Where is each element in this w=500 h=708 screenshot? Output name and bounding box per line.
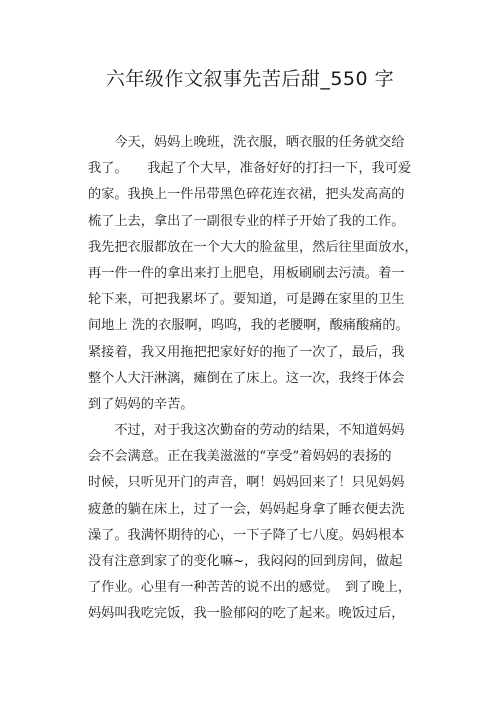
text-line: 我了。 我起了个大早，准备好好的打扫一下，我可爱	[88, 161, 412, 177]
text-line: 没有注意到家了的变化嘛~，我闷闷的回到房间，做起	[88, 554, 403, 569]
text-line: 时候，只听见开门的声音，啊！妈妈回来了！只见妈妈	[88, 475, 405, 491]
text-line: 的家。我换上一件吊带黑色碎花连衣裙，把头发高高的	[88, 187, 405, 203]
text-line: 会不会满意。正在我美滋滋的“享受”着妈妈的表扬的	[88, 449, 392, 465]
text-line: 不过，对于我这次勤奋的劳动的结果，不知道妈妈	[88, 423, 405, 439]
text-line: 轮下来，可把我累坏了。要知道，可是蹲在家里的卫生	[88, 292, 405, 308]
text-line: 妈妈叫我吃完饭，我一脸郁闷的吃了起来。晚饭过后，	[88, 606, 405, 622]
document-body	[88, 130, 418, 628]
text-line: 间地上 洗的衣服啊，呜呜，我的老腰啊，酸痛酸痛的。	[88, 318, 409, 334]
text-line: 紧接着，我又用拖把把家好好的拖了一次了，最后，我	[88, 344, 405, 360]
text-line: 梳了上去，拿出了一副很专业的样子开始了我的工作。	[88, 213, 405, 229]
text-line: 我先把衣服都放在一个大大的脸盆里，然后往里面放水，	[88, 239, 418, 255]
text-line: 到了妈妈的辛苦。	[88, 396, 194, 412]
text-line: 澡了。我满怀期待的心，一下子降了七八度。妈妈根本	[88, 527, 405, 543]
text-line: 疲惫的躺在床上，过了一会，妈妈起身拿了睡衣便去洗	[88, 501, 405, 517]
text-line: 整个人大汗淋漓，瘫倒在了床上。这一次，我终于体会	[88, 370, 405, 386]
text-line: 再一件一件的拿出来打上肥皂，用板刷刷去污渍。着一	[88, 265, 405, 281]
text-line: 今天，妈妈上晚班，洗衣服，晒衣服的任务就交给	[88, 135, 405, 150]
text-line: 了作业。心里有一种苦苦的说不出的感觉。 到了晚上，	[88, 580, 412, 596]
document-title: 六年级作文叙事先苦后甜_550 字	[105, 68, 395, 90]
